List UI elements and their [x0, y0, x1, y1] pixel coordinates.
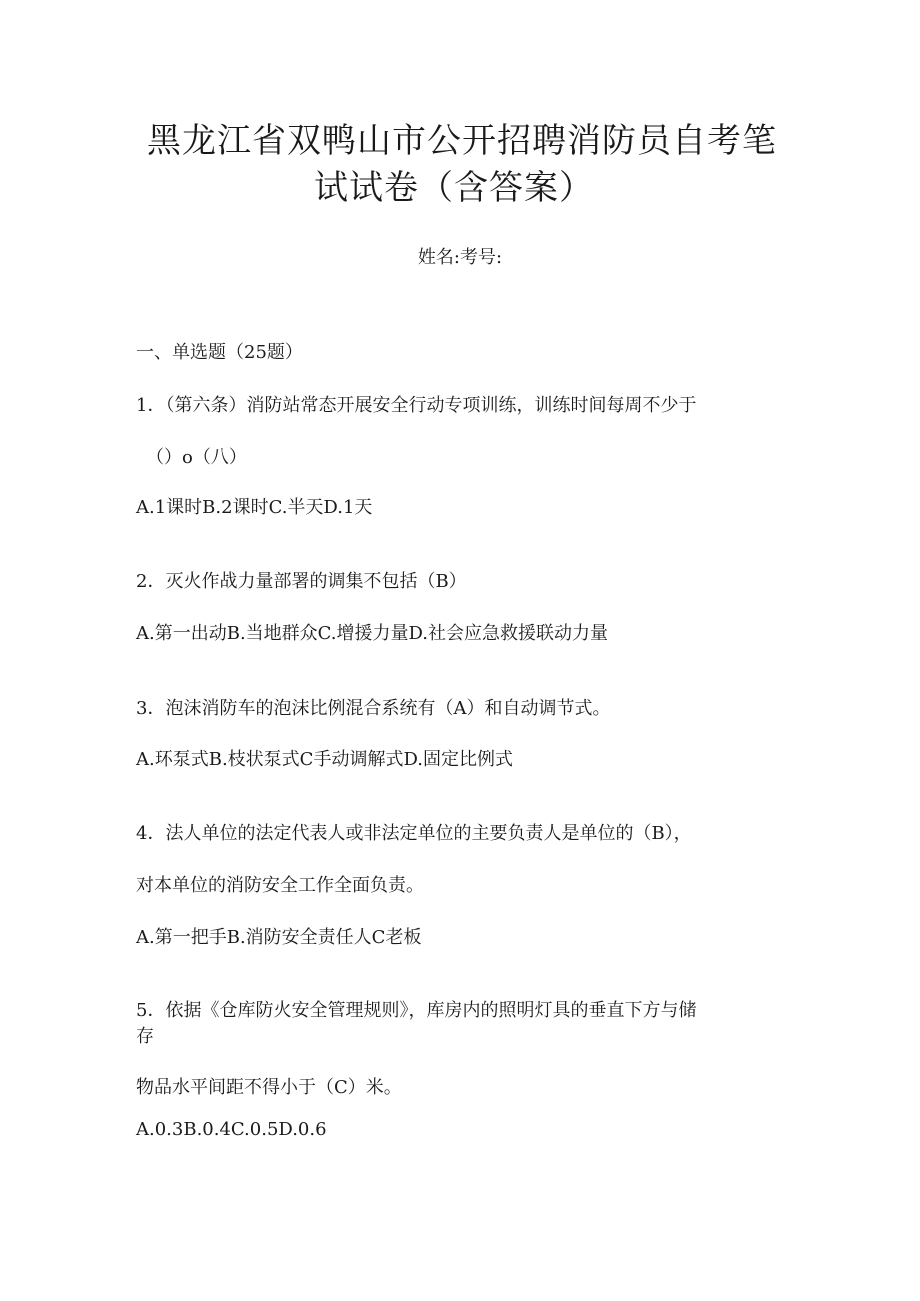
question-3-stem: 3．泡沫消防车的泡沫比例混合系统有（A）和自动调节式。 — [136, 698, 611, 719]
question-2-stem: 2．灭火作战力量部署的调集不包括（B） — [136, 571, 467, 592]
question-5-stem-cont: 存 — [136, 1026, 154, 1047]
question-4-stem-cont: 对本单位的消防安全工作全面负责。 — [136, 875, 424, 896]
question-2-options: A.第一出动B.当地群众C.增援力量D.社会应急救援联动力量 — [136, 623, 609, 644]
question-4-stem: 4．法人单位的法定代表人或非法定单位的主要负责人是单位的（B）， — [136, 823, 692, 844]
exam-title-line2: 试试卷（含答案） — [314, 168, 594, 208]
question-1-stem: 1．（第六条）消防站常态开展安全行动专项训练，训练时间每周不少于 — [136, 395, 697, 416]
question-3-options: A.环泵式B.枝状泵式C手动调解式D.固定比例式 — [136, 749, 513, 770]
examinee-info: 姓名:考号: — [417, 247, 503, 268]
question-5-options: A.0.3B.0.4C.0.5D.0.6 — [136, 1119, 327, 1140]
question-4-options: A.第一把手B.消防安全责任人C老板 — [136, 927, 422, 948]
exam-title-line1: 黑龙江省双鸭山市公开招聘消防员自考笔 — [147, 121, 777, 161]
question-1-options: A.1课时B.2课时C.半天D.1天 — [136, 497, 373, 518]
section-heading: 一、单选题（25题） — [136, 342, 303, 363]
question-1-stem-cont: （）o（八） — [146, 447, 247, 468]
question-5-stem: 5．依据《仓库防火安全管理规则》，库房内的照明灯具的垂直下方与储 — [136, 1000, 697, 1021]
question-5-stem-cont2: 物品水平间距不得小于（C）米。 — [136, 1077, 402, 1098]
